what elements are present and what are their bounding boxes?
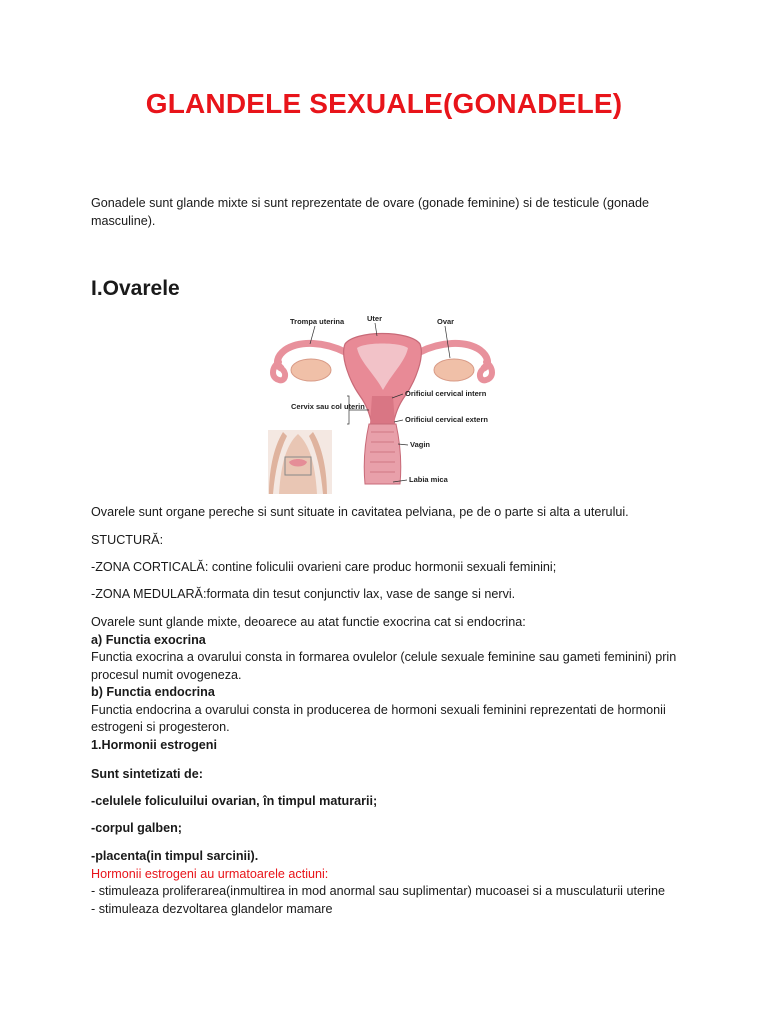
intro-paragraph: Gonadele sunt glande mixte si sunt reprezentate de ovare (gonade feminine) si de testicule (gonade masculine). <box>91 196 649 228</box>
mixed-glands-text: Ovarele sunt glande mixte, deoarece au atat functie exocrina cat si endocrina: <box>91 615 526 629</box>
estrogen-actions-heading: Hormonii estrogeni au urmatoarele actiuni: <box>91 866 329 881</box>
label-vagin: Vagin <box>410 440 431 449</box>
endocrine-text: Functia endocrina a ovarului consta in producerea de hormoni sexuali feminini reprezentati de hormonii estrogeni si progesteron. <box>91 702 666 734</box>
page-title: GLANDELE SEXUALE(GONADELE) <box>145 88 623 119</box>
label-trompa-uterina: Trompa uterina <box>290 317 345 326</box>
exocrine-heading: a) Functia exocrina <box>91 632 206 647</box>
label-uter: Uter <box>367 314 383 323</box>
functions-block <box>91 614 681 754</box>
action-proliferation: - stimuleaza proliferarea(inmultirea in mod anormal sau suplimentar) mucoasei si a musculaturii uterine <box>91 884 665 898</box>
ovary-right <box>434 359 474 381</box>
label-labia: Labia mica <box>409 475 448 484</box>
synthesized-by-label: Sunt sintetizati de: <box>91 767 203 781</box>
section-heading-ovarele: I.Ovarele <box>91 277 180 300</box>
uterus-ovaries-diagram <box>265 312 500 497</box>
source-corpus-luteum: -corpul galben; <box>91 821 182 835</box>
actions-block <box>91 848 681 918</box>
source-follicle-cells: -celulele foliculuilui ovarian, în timpul maturarii; <box>91 794 378 808</box>
label-ovar: Ovar <box>437 317 455 326</box>
action-mammary: - stimuleaza dezvoltarea glandelor mamare <box>91 901 333 916</box>
exocrine-text: Functia exocrina a ovarului consta in formarea ovulelor (celule sexuale feminine sau gameti feminini) prin procesul numit ovogeneza. <box>91 650 677 682</box>
estrogen-heading: 1.Hormonii estrogeni <box>91 737 217 752</box>
zona-medulara-text: -ZONA MEDULARĂ:formata din tesut conjunctiv lax, vase de sange si nervi. <box>91 587 516 601</box>
body-inset-image <box>268 430 332 494</box>
label-orificiu-extern: Orificiul cervical extern <box>405 415 488 424</box>
source-placenta: -placenta(in timpul sarcinii). <box>91 849 259 863</box>
endocrine-heading: b) Functia endocrina <box>91 685 215 699</box>
cervix-shape <box>370 396 395 424</box>
vagina-shape <box>364 424 401 484</box>
label-orificiu-intern: Orificiul cervical intern <box>405 389 487 398</box>
label-cervix: Cervix sau col uterin <box>291 402 365 411</box>
zona-corticala-text: -ZONA CORTICALĂ: contine foliculii ovarieni care produc hormonii sexuali feminini; <box>91 560 557 574</box>
structure-label: STUCTURĂ: <box>91 533 164 547</box>
ovary-left <box>291 359 331 381</box>
location-paragraph: Ovarele sunt organe pereche si sunt situate in cavitatea pelviana, pe de o parte si alta a uterului. <box>91 505 629 519</box>
